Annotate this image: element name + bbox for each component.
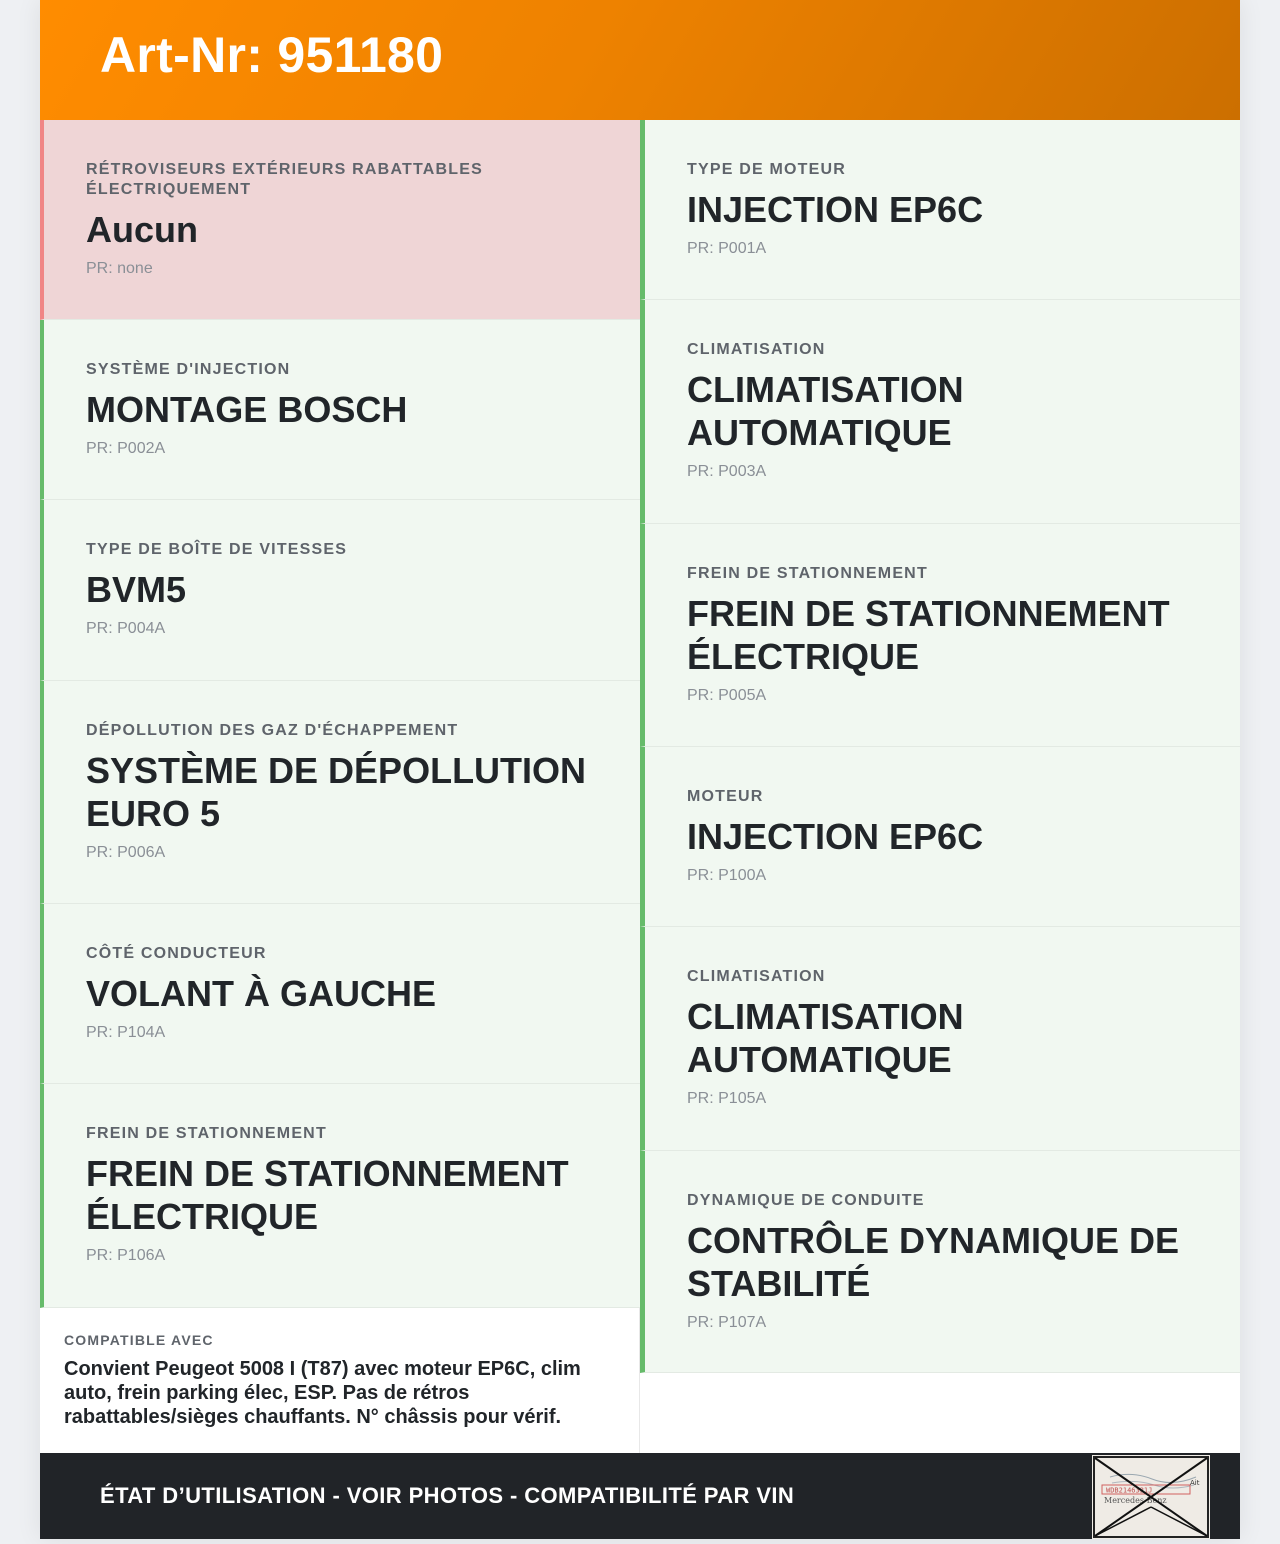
feature-pr-code: PR: none <box>86 260 153 277</box>
feature-label: FREIN DE STATIONNEMENT <box>687 565 928 582</box>
feature-value: BVM5 <box>86 569 187 610</box>
feature-label: CLIMATISATION <box>687 341 826 358</box>
feature-value: FREIN DE STATIONNEMENT ÉLECTRIQUE <box>687 593 1170 677</box>
feature-card-engine-type <box>640 120 1240 300</box>
stamp-brand-text: Mercedes-Benz <box>1104 1496 1167 1505</box>
compatibility-box <box>40 1308 640 1453</box>
compatibility-label: COMPATIBLE AVEC <box>64 1332 214 1348</box>
feature-pr-code: PR: P004A <box>86 620 166 637</box>
footer-text: ÉTAT D’UTILISATION - VOIR PHOTOS - COMPATIBILITÉ PAR VIN <box>100 1483 795 1508</box>
feature-pr-code: PR: P104A <box>86 1024 166 1041</box>
feature-card-emissions <box>40 681 640 904</box>
feature-card-injection-system <box>40 320 640 500</box>
feature-value: MONTAGE BOSCH <box>86 389 408 430</box>
feature-value: INJECTION EP6C <box>687 816 984 857</box>
feature-value: VOLANT À GAUCHE <box>86 973 436 1014</box>
feature-pr-code: PR: P105A <box>687 1090 767 1107</box>
feature-value: INJECTION EP6C <box>687 189 984 230</box>
feature-label: MOTEUR <box>687 788 764 805</box>
feature-pr-code: PR: P005A <box>687 687 767 704</box>
feature-label: TYPE DE MOTEUR <box>687 161 847 178</box>
feature-label: RÉTROVISEURS EXTÉRIEURS RABATTABLES ÉLECTRIQUEMENT <box>86 161 483 198</box>
document-stamp-image <box>1092 1455 1210 1539</box>
feature-card-air-conditioning <box>640 300 1240 524</box>
feature-pr-code: PR: P001A <box>687 240 767 257</box>
feature-grid <box>40 120 1240 1453</box>
feature-label: DÉPOLLUTION DES GAZ D'ÉCHAPPEMENT <box>86 722 459 739</box>
feature-card-folding-mirrors <box>40 120 640 320</box>
feature-label: FREIN DE STATIONNEMENT <box>86 1125 327 1142</box>
page-header <box>40 0 1240 120</box>
feature-card-gearbox <box>40 500 640 681</box>
feature-card-parking-brake <box>640 524 1240 747</box>
feature-value: CLIMATISATION AUTOMATIQUE <box>687 369 964 453</box>
feature-label: CLIMATISATION <box>687 968 826 985</box>
feature-label: DYNAMIQUE DE CONDUITE <box>687 1192 925 1209</box>
feature-label: CÔTÉ CONDUCTEUR <box>86 945 267 962</box>
compatibility-text: Convient Peugeot 5008 I (T87) avec moteur EP6C, clim auto, frein parking élec, ESP. Pas de rétros rabattables/sièges chauffants. N° châssis pour vérif. <box>64 1358 581 1428</box>
page <box>40 0 1240 1539</box>
feature-card-engine <box>640 747 1240 927</box>
stamp-code-text: Ait <box>1190 1479 1200 1487</box>
feature-value: Aucun <box>86 209 198 250</box>
feature-value: SYSTÈME DE DÉPOLLUTION EURO 5 <box>86 750 587 834</box>
feature-pr-code: PR: P003A <box>687 463 767 480</box>
left-column <box>40 120 640 1308</box>
stamp-vin-text: WDB2146321J <box>1106 1486 1153 1495</box>
feature-card-parking-brake <box>40 1084 640 1308</box>
envelope-icon <box>1092 1455 1210 1539</box>
feature-value: CLIMATISATION AUTOMATIQUE <box>687 996 964 1080</box>
feature-card-driver-side <box>40 904 640 1084</box>
feature-pr-code: PR: P100A <box>687 867 767 884</box>
feature-card-stability-control <box>640 1151 1240 1373</box>
page-footer <box>40 1453 1240 1539</box>
feature-value: FREIN DE STATIONNEMENT ÉLECTRIQUE <box>86 1153 569 1237</box>
feature-value: CONTRÔLE DYNAMIQUE DE STABILITÉ <box>687 1220 1180 1304</box>
feature-pr-code: PR: P106A <box>86 1247 166 1264</box>
feature-pr-code: PR: P006A <box>86 844 166 861</box>
page-title: Art-Nr: 951180 <box>100 27 444 83</box>
feature-label: TYPE DE BOÎTE DE VITESSES <box>86 541 348 558</box>
feature-card-air-conditioning-2 <box>640 927 1240 1151</box>
feature-pr-code: PR: P107A <box>687 1314 767 1331</box>
feature-pr-code: PR: P002A <box>86 440 166 457</box>
feature-label: SYSTÈME D'INJECTION <box>86 361 291 378</box>
right-column <box>640 120 1240 1373</box>
